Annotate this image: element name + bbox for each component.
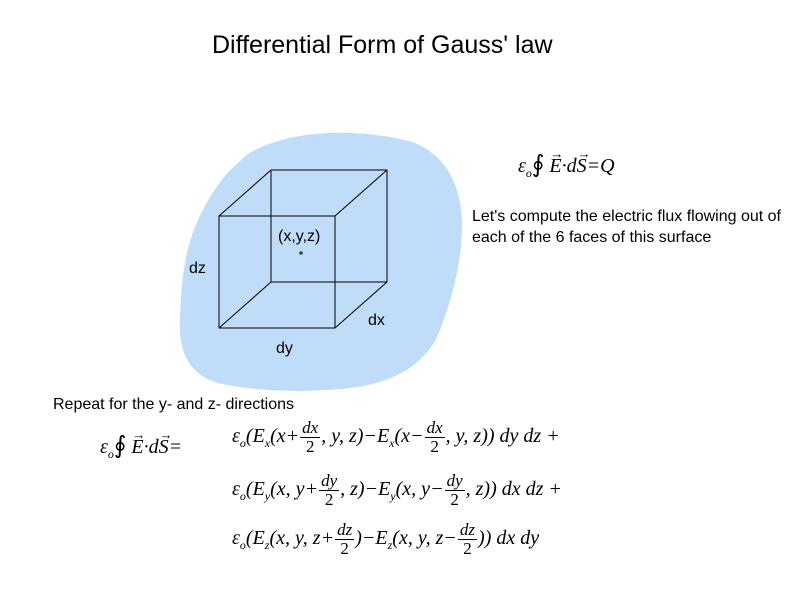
repeat-note: Repeat for the y- and z- directions — [53, 396, 295, 413]
slide-title: Differential Form of Gauss' law — [212, 31, 553, 59]
flux-term-x: $\varepsilon_o(E_x(x+$ $\frac{dx}{2}$ , y, $z)-E_x(x-$ $\frac{dx}{2}$ , y, z)) dy dz + — [232, 418, 560, 456]
gauss-law-equation: $\varepsilon_o∮ \to E\cdot d\to S=Q$ — [518, 150, 615, 181]
charge-region-blob — [180, 133, 462, 391]
dy-label: dy — [276, 340, 293, 357]
point-label: (x,y,z) — [278, 228, 321, 245]
dz-label: dz — [189, 260, 206, 277]
center-point — [299, 251, 303, 255]
flux-note: Let's compute the electric flux flowing out of each of the 6 faces of this surface — [472, 208, 781, 246]
flux-term-y: $\varepsilon_o(E_y(x$, y+ $\frac{dy}{2}$ , $z)-E_y(x$, y− $\frac{dy}{2}$ , z)) dx dz + — [232, 471, 562, 509]
flux-term-z: $\varepsilon_o(E_z(x$, y, z+ $\frac{dz}{2}$ )$-E_z(x$, y, z− $\frac{dz}{2}$ )) dx dy — [232, 520, 540, 558]
dx-label: dx — [368, 312, 385, 329]
flux-equation-lhs: $\varepsilon_o∮ \to E\cdot d\to S=$ — [100, 431, 182, 462]
